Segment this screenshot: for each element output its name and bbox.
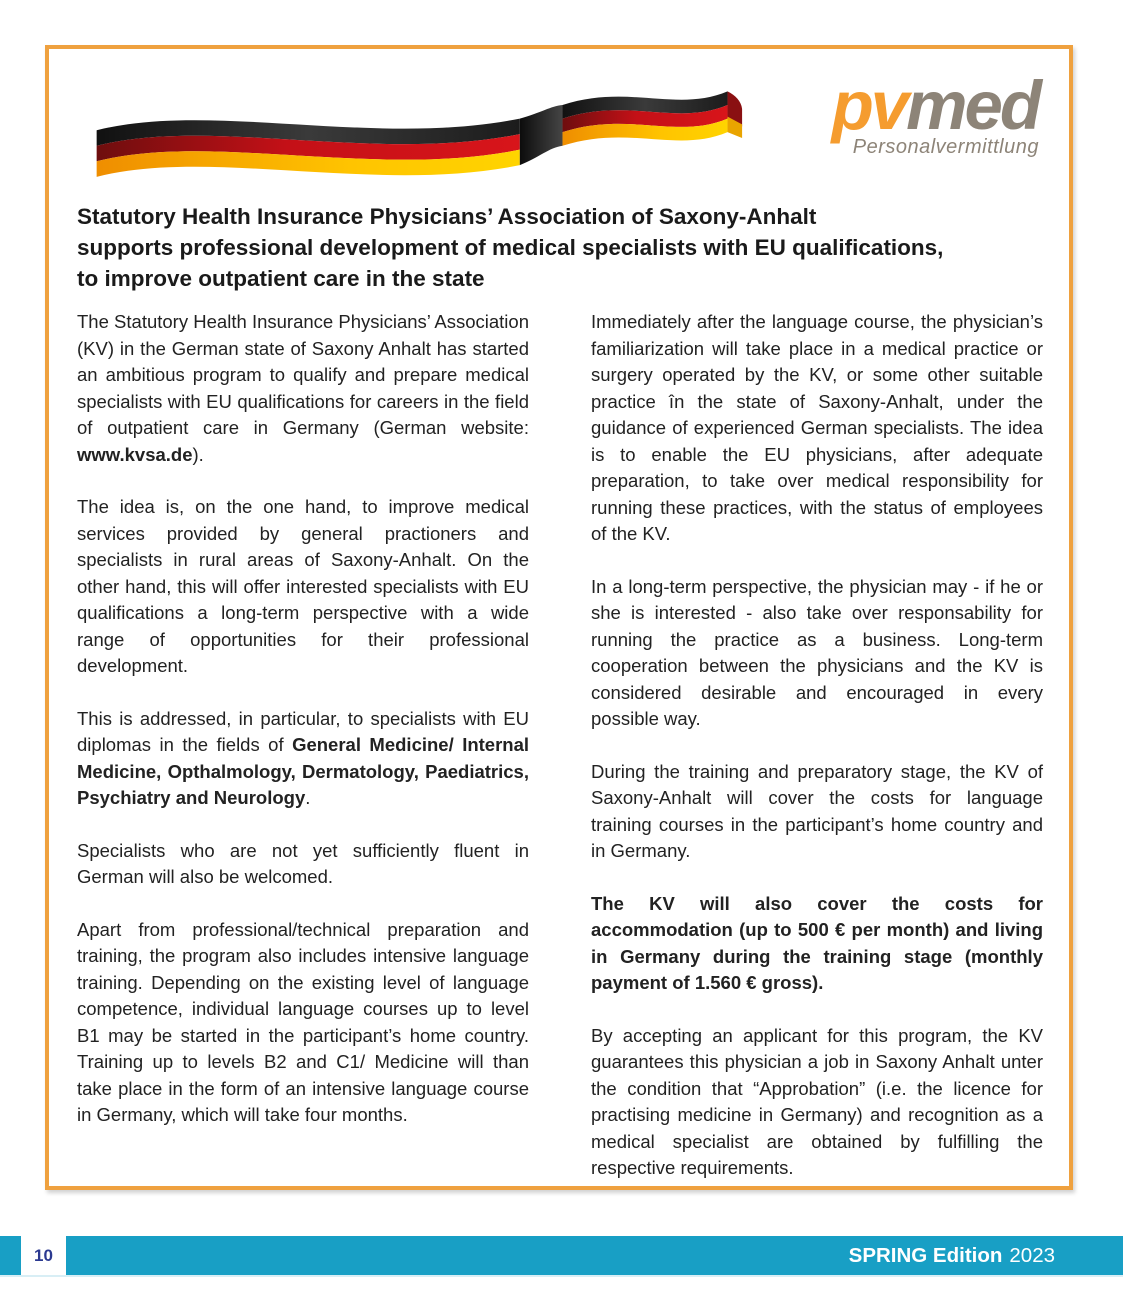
- logo-pv: pv: [831, 67, 907, 144]
- edition-label: [849, 1236, 1055, 1275]
- footer-bar: [0, 1236, 1123, 1277]
- german-flag-ribbon-icon: [85, 79, 745, 197]
- paragraph: By accepting an applicant for this program, the KV guarantees this physician a job in Saxony Anhalt unter the condition that “Approbation” (i.e. the licence for practising medicine in Germany) and recognition as a medical specialist are obtained by fulfilling the respective requirements.: [591, 1024, 1043, 1178]
- page-border-frame: [45, 45, 1073, 1190]
- left-column: [77, 309, 529, 1208]
- article-body: [77, 309, 1043, 1208]
- paragraph: This is addressed, in particular, to specialists with EU diplomas in the fields of General Medicine/ Internal Medicine, Opthalmology, Dermatology, Paediatrics, Psychiatry and Neurology.: [77, 707, 530, 808]
- paragraph: The Statutory Health Insurance Physicians’ Association (KV) in the German state of Saxony Anhalt has started an ambitious program to qualify and prepare medical specialists with EU qualifications for careers in the field of outpatient care in Germany (German website: www.kvsa.de).: [77, 311, 529, 465]
- paragraph: The idea is, on the one hand, to improve medical services provided by general practioners and specialists in rural areas of Saxony-Anhalt. On the other hand, this will offer interested specialists with EU qualifications a long-term perspective with a wide range of opportunities for their professional development.: [77, 496, 529, 676]
- pvmed-logo: [739, 67, 1039, 159]
- logo-subtitle: Personalvermittlung: [852, 136, 1039, 158]
- paragraph: In a long-term perspective, the physician may - if he or she is interested - also take over responsability for running the practice as a business. Long-term cooperation between the physicians and the KV is considered desirable and encouraged in every possible way.: [591, 575, 1043, 729]
- title-line: to improve outpatient care in the state: [77, 266, 485, 291]
- article-title: [77, 201, 1037, 294]
- paragraph: Apart from professional/technical preparation and training, the program also includes intensive language training. Depending on the existing level of language competence, individual language courses up to level B1 may be started in the participant’s home country. Training up to levels B2 and C1/ Medicine will than take place in the form of an intensive language course in Germany, which will take four months.: [77, 918, 529, 1125]
- right-column: [591, 309, 1043, 1208]
- paragraph: During the training and preparatory stage, the KV of Saxony-Anhalt will cover the costs for language training courses in the participant’s home country and in Germany.: [591, 760, 1043, 861]
- logo-wordmark: [739, 67, 1039, 144]
- page-number: 10: [34, 1245, 53, 1265]
- edition-year: 2023: [1009, 1244, 1055, 1267]
- logo-med: med: [906, 67, 1039, 144]
- title-line: supports professional development of medical specialists with EU qualifications,: [77, 235, 944, 260]
- paragraph: Specialists who are not yet sufficiently fluent in German will also be welcomed.: [77, 839, 529, 887]
- page-number-box: [21, 1236, 66, 1275]
- edition-title: SPRING Edition: [848, 1244, 1003, 1267]
- paragraph: The KV will also cover the costs for accommodation (up to 500 € per month) and living in Germany during the training stage (monthly payment of 1.560 € gross).: [591, 892, 1043, 993]
- title-line: Statutory Health Insurance Physicians’ Association of Saxony-Anhalt: [77, 204, 817, 229]
- paragraph: Immediately after the language course, the physician’s familiarization will take place in a medical practice or surgery operated by the KV, or some other suitable practice în the state of Saxony-Anhalt, under the guidance of experienced German specialists. The idea is to enable the EU physicians, after adequate preparation, to take over medical responsibility for running these practices, with the status of employees of the KV.: [591, 311, 1043, 544]
